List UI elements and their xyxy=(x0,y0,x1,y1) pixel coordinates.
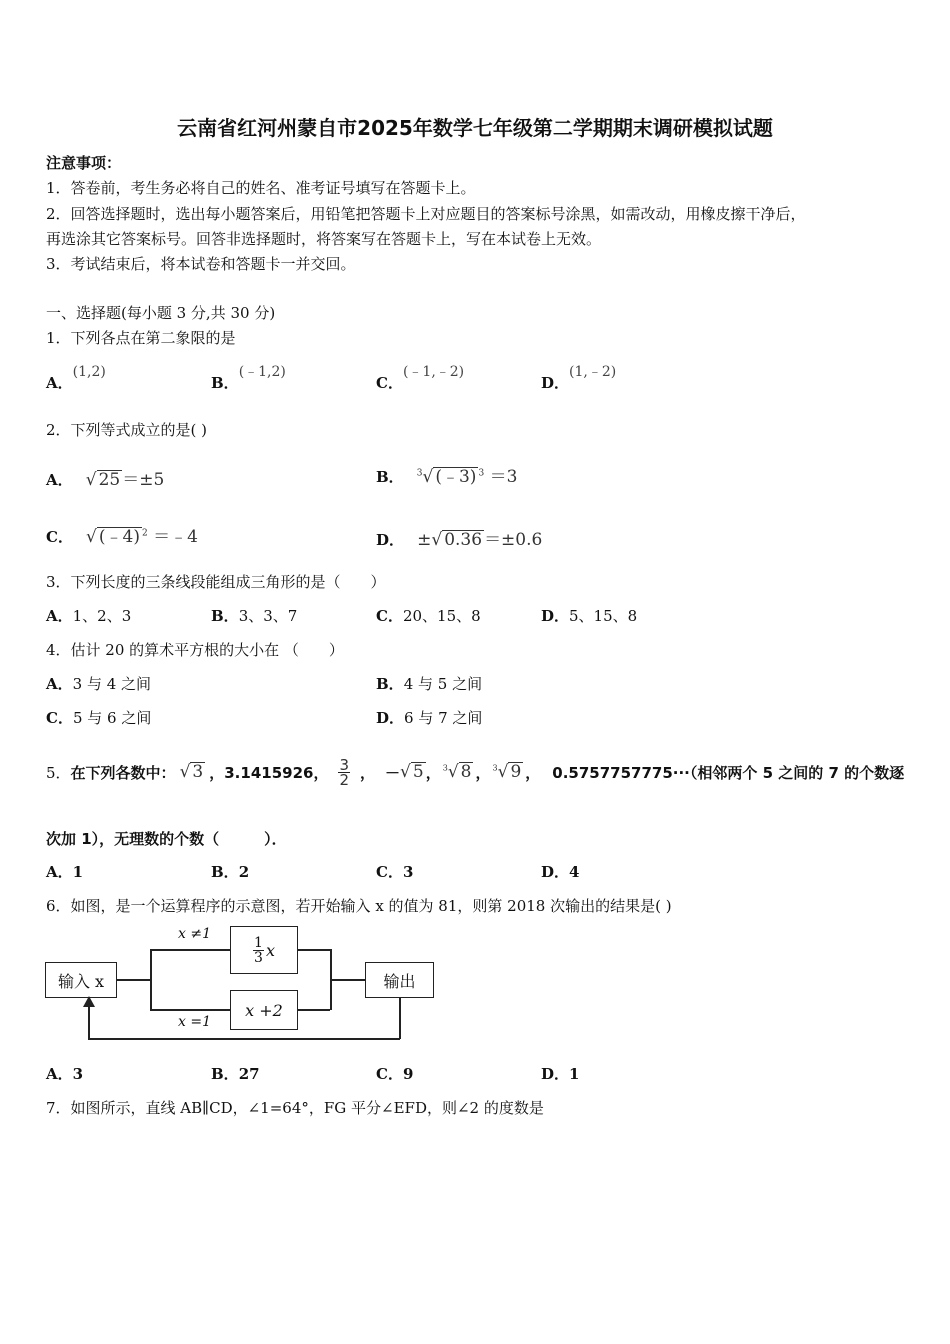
option-value: 5、15、8 xyxy=(569,607,638,625)
section-heading: 一、选择题(每小题 3 分,共 30 分) xyxy=(46,304,276,322)
q4-option-d[interactable] xyxy=(376,707,482,728)
question-4-stem: 4．估计 20 的算术平方根的大小在 （ ） xyxy=(46,641,344,659)
option-label: A． xyxy=(46,374,73,392)
option-value: 3 xyxy=(402,863,414,881)
option-value: 1、2、3 xyxy=(72,607,132,625)
sqrt-expression: ±√ 0.36 ＝±0.6 xyxy=(417,530,543,550)
q3-option-c[interactable] xyxy=(376,605,481,626)
q4-option-c[interactable] xyxy=(46,707,151,728)
option-label: C． xyxy=(376,607,403,625)
option-label: D． xyxy=(376,709,405,727)
arrow-up-icon xyxy=(82,996,96,1008)
option-value: (1,﹣2) xyxy=(569,364,617,380)
option-value: (﹣1,﹣2) xyxy=(402,364,465,380)
option-label: A． xyxy=(46,863,73,881)
q1-option-d[interactable] xyxy=(541,364,617,393)
q4-option-b[interactable] xyxy=(376,673,482,694)
option-value: 4 xyxy=(569,863,580,881)
q3-option-b[interactable] xyxy=(211,605,297,626)
question-5-stem-cont: 次加 1），无理数的个数（ ）． xyxy=(46,830,287,848)
option-value: 4 与 5 之间 xyxy=(403,675,483,693)
notice-item: 3．考试结束后，将本试卷和答题卡一并交回。 xyxy=(46,255,356,273)
q5-option-d[interactable] xyxy=(541,861,579,882)
sqrt-expression: √ 25 ＝±5 xyxy=(85,470,165,490)
notice-item: 2．回答选择题时，选出每小题答案后，用铅笔把答题卡上对应题目的答案标号涂黑，如需改动，用橡皮擦干净后， xyxy=(46,205,806,223)
connector-line xyxy=(150,949,152,1010)
q5-option-c[interactable] xyxy=(376,861,413,882)
question-1-stem: 1．下列各点在第二象限的是 xyxy=(46,329,236,347)
option-value: 1 xyxy=(569,1065,580,1083)
connector-line xyxy=(399,997,401,1039)
option-label: C． xyxy=(376,374,403,392)
option-label: D． xyxy=(541,607,570,625)
q5-option-b[interactable] xyxy=(211,861,249,882)
option-value: 2 xyxy=(238,863,250,881)
connector-line xyxy=(297,949,330,951)
feedback-line xyxy=(88,1004,90,1039)
cube-root-expression: $^3$√ (﹣3) $^3$ ＝3 xyxy=(416,467,518,487)
question-2-stem: 2．下列等式成立的是( ) xyxy=(46,421,208,439)
question-3-stem: 3．下列长度的三条线段能组成三角形的是（ ） xyxy=(46,573,386,591)
q1-option-b[interactable] xyxy=(211,364,286,393)
q3-option-a[interactable] xyxy=(46,605,131,626)
q2-option-b[interactable] xyxy=(376,462,517,487)
option-label: B． xyxy=(211,1065,239,1083)
input-box: 输入 x xyxy=(45,962,117,998)
q1-option-c[interactable] xyxy=(376,364,465,393)
option-value: 1 xyxy=(72,863,84,881)
option-label: A． xyxy=(46,675,73,693)
q4-option-a[interactable] xyxy=(46,673,151,694)
option-value: 3 xyxy=(72,1065,84,1083)
option-label: D． xyxy=(541,374,570,392)
q2-option-c[interactable] xyxy=(46,522,198,547)
page-title: 云南省红河州蒙自市2025年数学七年级第二学期期末调研模拟试题 xyxy=(177,116,773,140)
option-label: B． xyxy=(376,468,404,486)
option-label: B． xyxy=(211,374,239,392)
q6-option-c[interactable] xyxy=(376,1063,413,1084)
q6-option-a[interactable] xyxy=(46,1063,83,1084)
connector-line xyxy=(297,1009,330,1011)
q6-option-b[interactable] xyxy=(211,1063,260,1084)
option-value: 6 与 7 之间 xyxy=(404,709,483,727)
option-value: 3 与 4 之间 xyxy=(72,675,152,693)
option-value: 5 与 6 之间 xyxy=(72,709,152,727)
option-label: A． xyxy=(46,607,73,625)
option-label: A． xyxy=(46,1065,73,1083)
q5-option-a[interactable] xyxy=(46,861,83,882)
option-label: B． xyxy=(376,675,404,693)
q1-option-a[interactable] xyxy=(46,364,106,393)
q3-option-d[interactable] xyxy=(541,605,637,626)
option-label: C． xyxy=(376,863,403,881)
option-label: B． xyxy=(211,863,239,881)
connector-line xyxy=(150,949,230,951)
option-label: C． xyxy=(46,528,73,546)
notice-item: 1．答卷前，考生务必将自己的姓名、准考证号填写在答题卡上。 xyxy=(46,179,476,197)
question-5-stem: 5． 在下列各数中： √ 3 ， 3.1415926， $\frac{3}{2}$ ， － √ 5 ， $^3$√ 8 ， $^3$√ 9 ， 0.5757757775···（相邻两个 5 之间的 7 的个数逐 xyxy=(46,755,905,789)
option-label: D． xyxy=(541,863,570,881)
option-value: (1,2) xyxy=(72,364,106,380)
option-label: D． xyxy=(376,531,405,549)
notice-item: 再选涂其它答案标号。回答非选择题时，将答案写在答题卡上，写在本试卷上无效。 xyxy=(46,230,602,248)
q2-option-d[interactable] xyxy=(376,525,542,550)
sqrt-expression: √ (﹣4) $^2$ ＝﹣4 xyxy=(86,527,198,547)
option-value: 20、15、8 xyxy=(402,607,481,625)
option-value: 3、3、7 xyxy=(238,607,298,625)
option-value: 27 xyxy=(238,1065,260,1083)
bottom-condition: x =1 xyxy=(178,1014,211,1030)
option-value: (﹣1,2) xyxy=(238,364,286,380)
fraction: $\frac{3}{2}$ xyxy=(339,755,349,789)
option-value: 9 xyxy=(402,1065,414,1083)
question-7-stem: 7．如图所示，直线 AB∥CD，∠1=64°，FG 平分∠EFD，则∠2 的度数是 xyxy=(46,1099,544,1117)
option-label: B． xyxy=(211,607,239,625)
question-6-stem: 6．如图，是一个运算程序的示意图，若开始输入 x 的值为 81，则第 2018 次输出的结果是( ) xyxy=(46,897,672,915)
connector-line xyxy=(116,979,150,981)
output-box: 输出 xyxy=(365,962,434,998)
notice-heading: 注意事项： xyxy=(46,154,122,172)
option-label: C． xyxy=(46,709,73,727)
q6-option-d[interactable] xyxy=(541,1063,579,1084)
option-label: A． xyxy=(46,471,73,489)
connector-line xyxy=(150,1009,230,1011)
option-label: D． xyxy=(541,1065,570,1083)
q2-option-a[interactable] xyxy=(46,465,164,490)
add-two-box: x +2 xyxy=(230,990,298,1030)
connector-line xyxy=(330,979,365,981)
top-condition: x ≠1 xyxy=(178,926,211,942)
feedback-line xyxy=(88,1038,400,1040)
option-label: C． xyxy=(376,1065,403,1083)
divide-by-three-box: $\frac{1}{3}$ x xyxy=(230,926,298,974)
